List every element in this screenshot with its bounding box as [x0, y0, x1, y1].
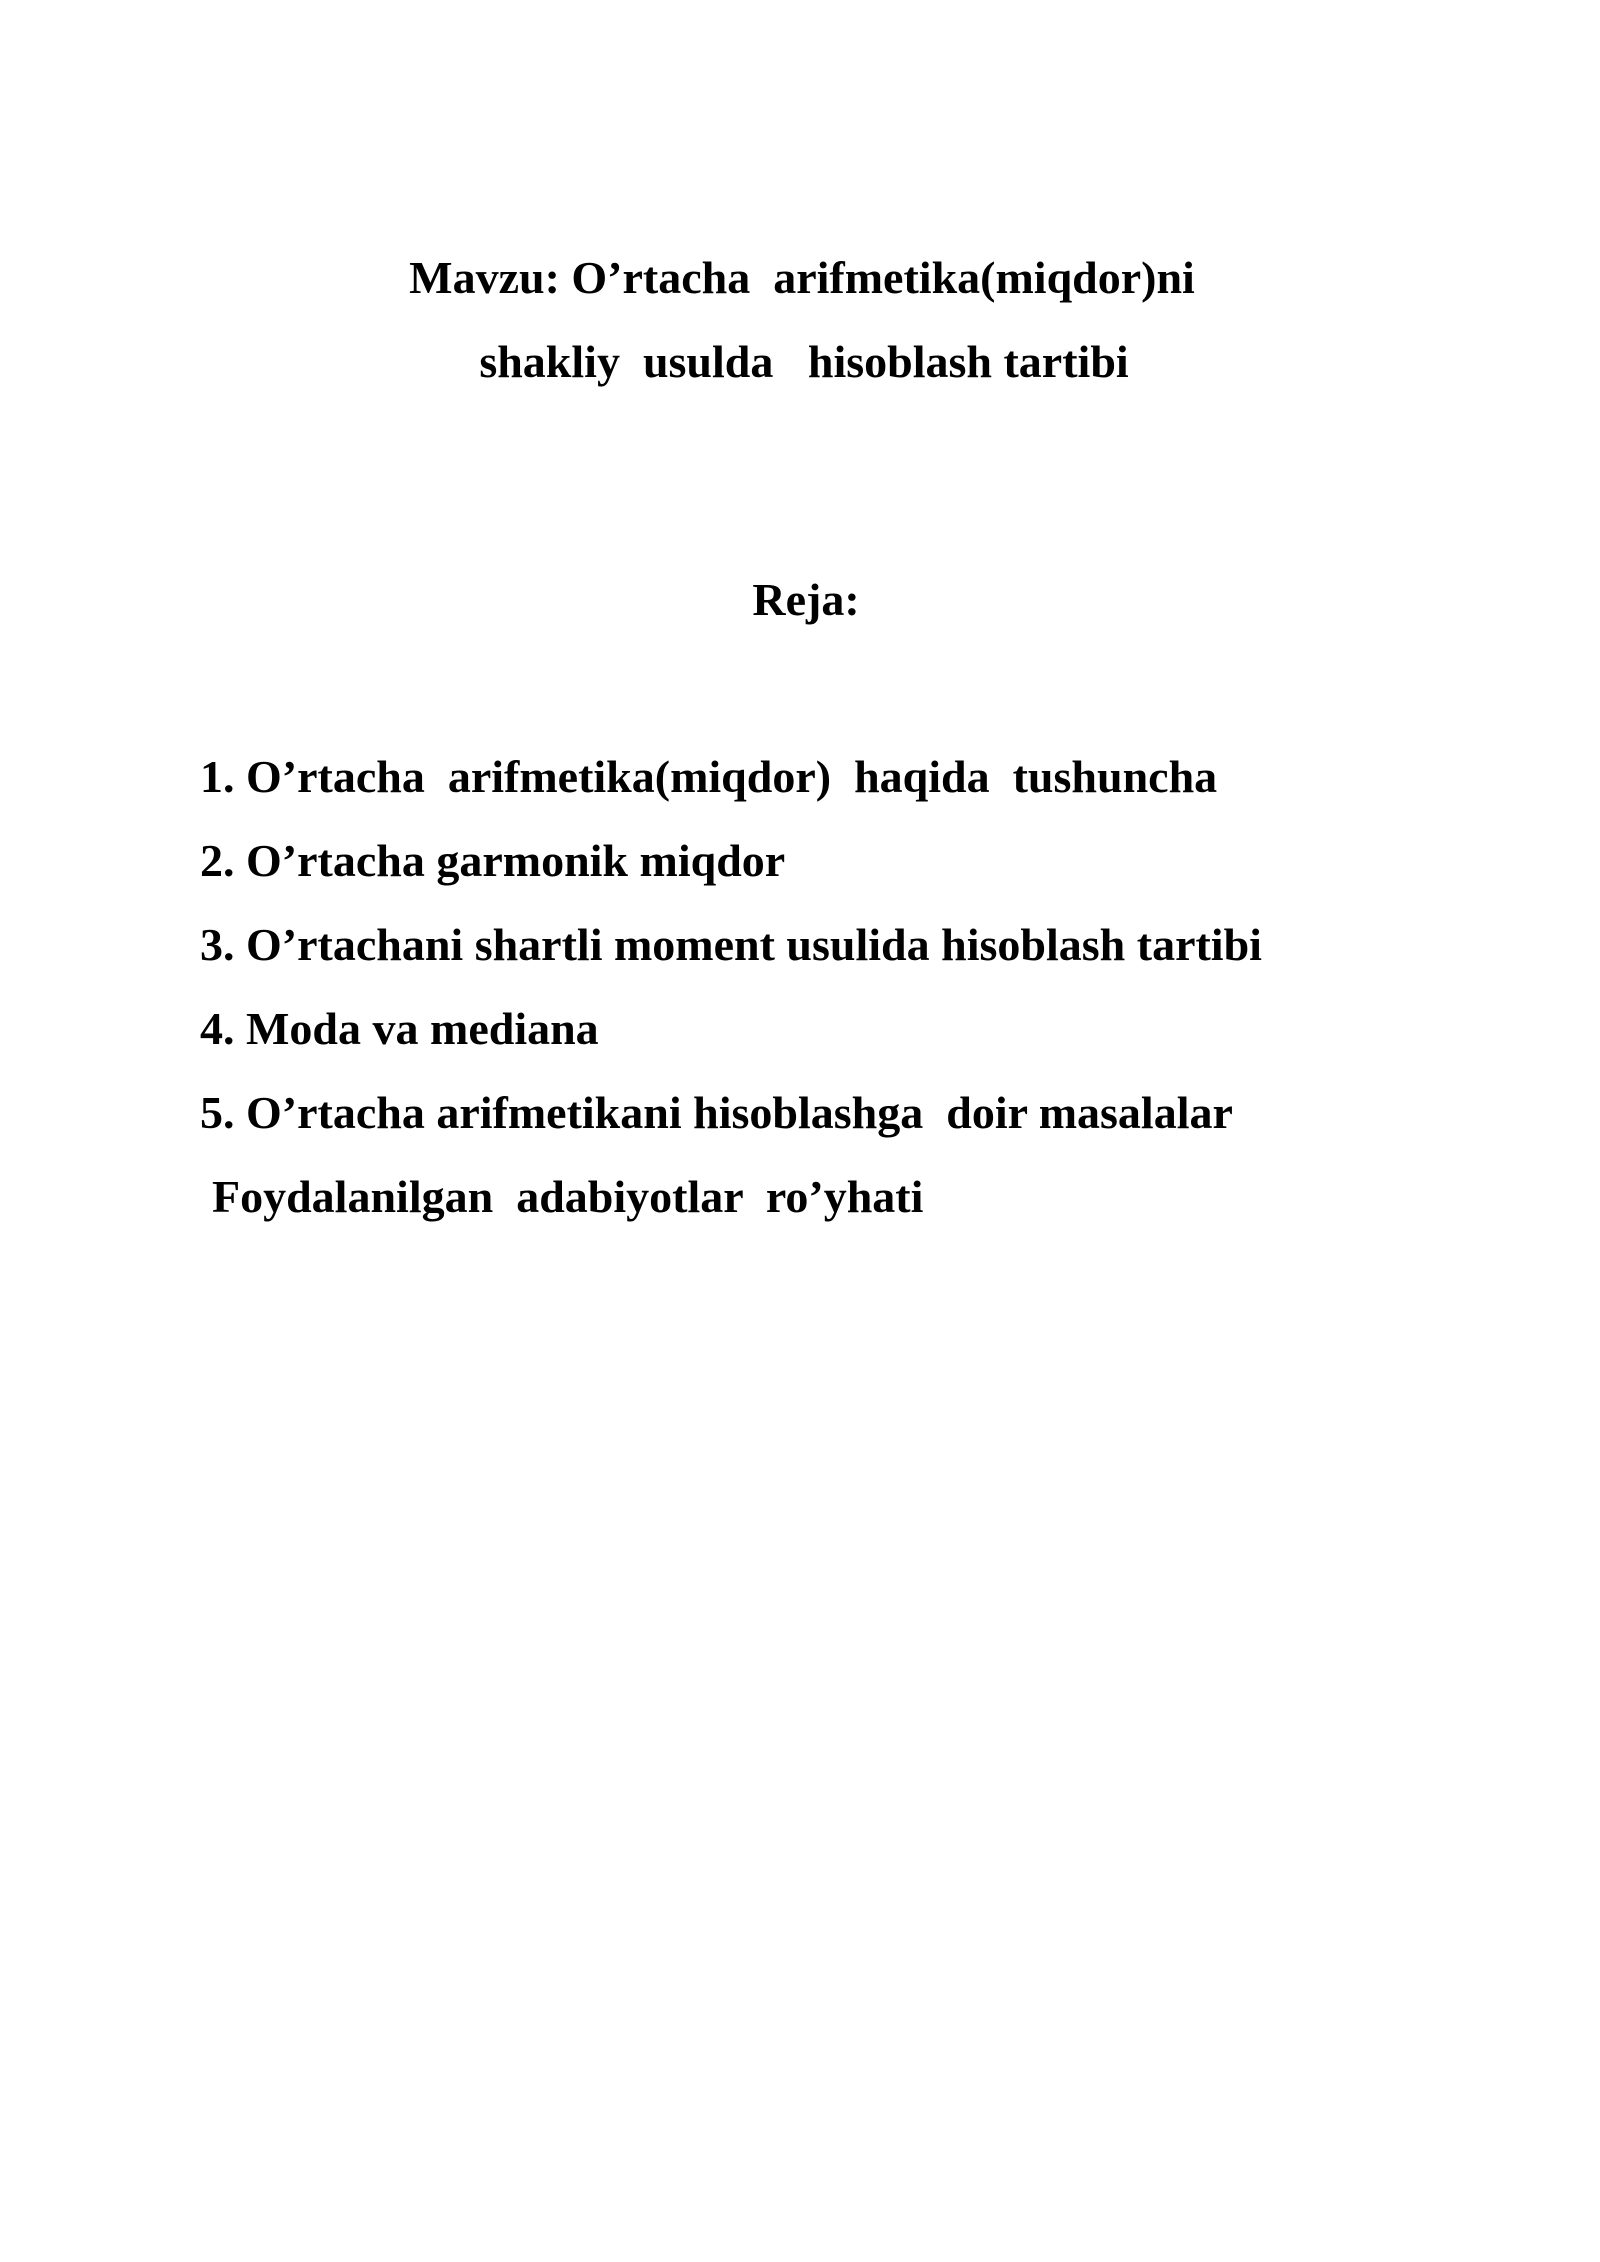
plan-item-number: 2.: [200, 835, 235, 886]
title-line-1: Mavzu: O’rtacha arifmetika(miqdor)ni: [409, 252, 1195, 303]
title-line-2: shakliy usulda hisoblash tartibi: [479, 336, 1129, 387]
plan-heading: Reja:: [752, 574, 860, 625]
plan-item: [200, 735, 1262, 819]
plan-list: [200, 735, 1262, 1239]
plan-item-text: O’rtacha garmonik miqdor: [246, 835, 786, 886]
references-item: Foydalanilgan adabiyotlar ro’yhati: [212, 1171, 924, 1222]
plan-item-text: O’rtacha arifmetika(miqdor) haqida tushuncha: [246, 751, 1218, 802]
plan-item: [200, 903, 1262, 987]
plan-item-number: 4.: [200, 1003, 235, 1054]
plan-item-text: O’rtacha arifmetikani hisoblashga doir masalalar: [246, 1087, 1233, 1138]
document-title: [0, 236, 1600, 404]
plan-item-number: 3.: [200, 919, 235, 970]
plan-item-number: 1.: [200, 751, 235, 802]
plan-item-text: O’rtachani shartli moment usulida hisoblash tartibi: [246, 919, 1262, 970]
plan-item-text: Moda va mediana: [246, 1003, 599, 1054]
plan-item: [200, 987, 1262, 1071]
plan-item-number: 5.: [200, 1087, 235, 1138]
plan-item: [200, 819, 1262, 903]
plan-item: [200, 1071, 1262, 1155]
